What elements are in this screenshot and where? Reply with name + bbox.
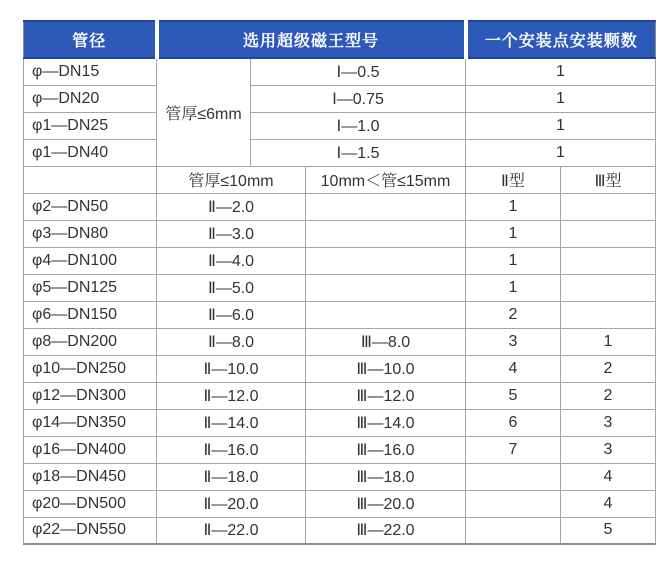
count-type2-cell: [466, 490, 561, 517]
model-type1-cell: Ⅰ—1.5: [251, 139, 466, 166]
table-row: [24, 382, 656, 409]
table-row: [24, 139, 656, 166]
count-cell: 1: [466, 58, 656, 85]
table-row: [24, 247, 656, 274]
count-cell: 1: [466, 85, 656, 112]
table-row: [24, 463, 656, 490]
header-model-selection: 选用超级磁王型号: [157, 21, 466, 58]
model-type2-cell: Ⅱ—3.0: [157, 220, 306, 247]
table-row: [24, 58, 656, 85]
model-type3-cell: [306, 301, 466, 328]
count-type2-cell: [466, 463, 561, 490]
count-type2-cell: 4: [466, 355, 561, 382]
table-body: [24, 58, 656, 544]
model-type2-cell: Ⅱ—22.0: [157, 517, 306, 544]
model-type2-cell: Ⅱ—4.0: [157, 247, 306, 274]
model-type3-cell: Ⅲ—8.0: [306, 328, 466, 355]
count-cell: 1: [466, 112, 656, 139]
count-type3-cell: [561, 274, 656, 301]
model-type2-cell: Ⅱ—2.0: [157, 193, 306, 220]
pipe-size-cell: φ—DN15: [24, 58, 157, 85]
count-type2-cell: 5: [466, 382, 561, 409]
pipe-size-cell: φ10—DN250: [24, 355, 157, 382]
count-type3-cell: 3: [561, 409, 656, 436]
count-type2-cell: 6: [466, 409, 561, 436]
pipe-size-cell: φ1—DN40: [24, 139, 157, 166]
count-type3-cell: [561, 247, 656, 274]
subheader-type3: Ⅲ型: [561, 166, 656, 193]
count-type2-cell: 1: [466, 220, 561, 247]
model-type3-cell: Ⅲ—10.0: [306, 355, 466, 382]
model-type3-cell: Ⅲ—20.0: [306, 490, 466, 517]
pipe-size-cell: φ2—DN50: [24, 193, 157, 220]
count-type3-cell: [561, 193, 656, 220]
pipe-size-cell: φ14—DN350: [24, 409, 157, 436]
count-type2-cell: 1: [466, 274, 561, 301]
model-type3-cell: Ⅲ—16.0: [306, 436, 466, 463]
model-type2-cell: Ⅱ—10.0: [157, 355, 306, 382]
subheader-wall-10-15mm: 10mm＜管≤15mm: [306, 166, 466, 193]
model-type2-cell: Ⅱ—18.0: [157, 463, 306, 490]
table-row: [24, 355, 656, 382]
count-type2-cell: 2: [466, 301, 561, 328]
count-type2-cell: 1: [466, 247, 561, 274]
pipe-size-cell: φ16—DN400: [24, 436, 157, 463]
pipe-size-cell: φ5—DN125: [24, 274, 157, 301]
table-row: [24, 274, 656, 301]
table-row: [24, 328, 656, 355]
pipe-size-cell: φ8—DN200: [24, 328, 157, 355]
count-type3-cell: 4: [561, 490, 656, 517]
count-type3-cell: 4: [561, 463, 656, 490]
model-type3-cell: Ⅲ—18.0: [306, 463, 466, 490]
table-row: [24, 517, 656, 544]
count-type2-cell: 1: [466, 193, 561, 220]
model-type2-cell: Ⅱ—8.0: [157, 328, 306, 355]
table-row: [24, 490, 656, 517]
table-row: [24, 85, 656, 112]
count-type3-cell: 5: [561, 517, 656, 544]
subheader-type2: Ⅱ型: [466, 166, 561, 193]
pipe-size-cell: φ3—DN80: [24, 220, 157, 247]
model-type1-cell: Ⅰ—1.0: [251, 112, 466, 139]
table-row: [24, 220, 656, 247]
model-type3-cell: Ⅲ—12.0: [306, 382, 466, 409]
model-type3-cell: [306, 193, 466, 220]
count-type3-cell: 3: [561, 436, 656, 463]
model-type2-cell: Ⅱ—20.0: [157, 490, 306, 517]
pipe-size-cell: φ4—DN100: [24, 247, 157, 274]
header-pipe-diameter: 管径: [24, 21, 157, 58]
model-type3-cell: [306, 274, 466, 301]
empty-cell: [24, 166, 157, 193]
subheader-wall-10mm: 管厚≤10mm: [157, 166, 306, 193]
count-type2-cell: 3: [466, 328, 561, 355]
model-type1-cell: Ⅰ—0.5: [251, 58, 466, 85]
model-type3-cell: Ⅲ—14.0: [306, 409, 466, 436]
count-type3-cell: [561, 220, 656, 247]
table-row: [24, 112, 656, 139]
table-row: [24, 409, 656, 436]
pipe-size-cell: φ22—DN550: [24, 517, 157, 544]
pipe-size-cell: φ12—DN300: [24, 382, 157, 409]
model-type2-cell: Ⅱ—16.0: [157, 436, 306, 463]
model-type3-cell: [306, 247, 466, 274]
pipe-size-cell: φ6—DN150: [24, 301, 157, 328]
count-type2-cell: 7: [466, 436, 561, 463]
model-type2-cell: Ⅱ—14.0: [157, 409, 306, 436]
pipe-size-cell: φ1—DN25: [24, 112, 157, 139]
model-type2-cell: Ⅱ—12.0: [157, 382, 306, 409]
count-cell: 1: [466, 139, 656, 166]
model-type3-cell: Ⅲ—22.0: [306, 517, 466, 544]
table-row: [24, 301, 656, 328]
wall-thickness-cell: 管厚≤6mm: [157, 58, 251, 166]
pipe-size-cell: φ—DN20: [24, 85, 157, 112]
subheader-row: [24, 166, 656, 193]
model-type2-cell: Ⅱ—5.0: [157, 274, 306, 301]
model-type1-cell: Ⅰ—0.75: [251, 85, 466, 112]
count-type3-cell: 2: [561, 355, 656, 382]
header-row: [24, 21, 656, 58]
table-row: [24, 436, 656, 463]
count-type3-cell: 1: [561, 328, 656, 355]
count-type2-cell: [466, 517, 561, 544]
table-row: [24, 193, 656, 220]
header-install-count: 一个安装点安装颗数: [466, 21, 656, 58]
count-type3-cell: [561, 301, 656, 328]
model-type3-cell: [306, 220, 466, 247]
model-type2-cell: Ⅱ—6.0: [157, 301, 306, 328]
pipe-size-cell: φ18—DN450: [24, 463, 157, 490]
count-type3-cell: 2: [561, 382, 656, 409]
pipe-spec-table: [23, 20, 656, 545]
pipe-size-cell: φ20—DN500: [24, 490, 157, 517]
